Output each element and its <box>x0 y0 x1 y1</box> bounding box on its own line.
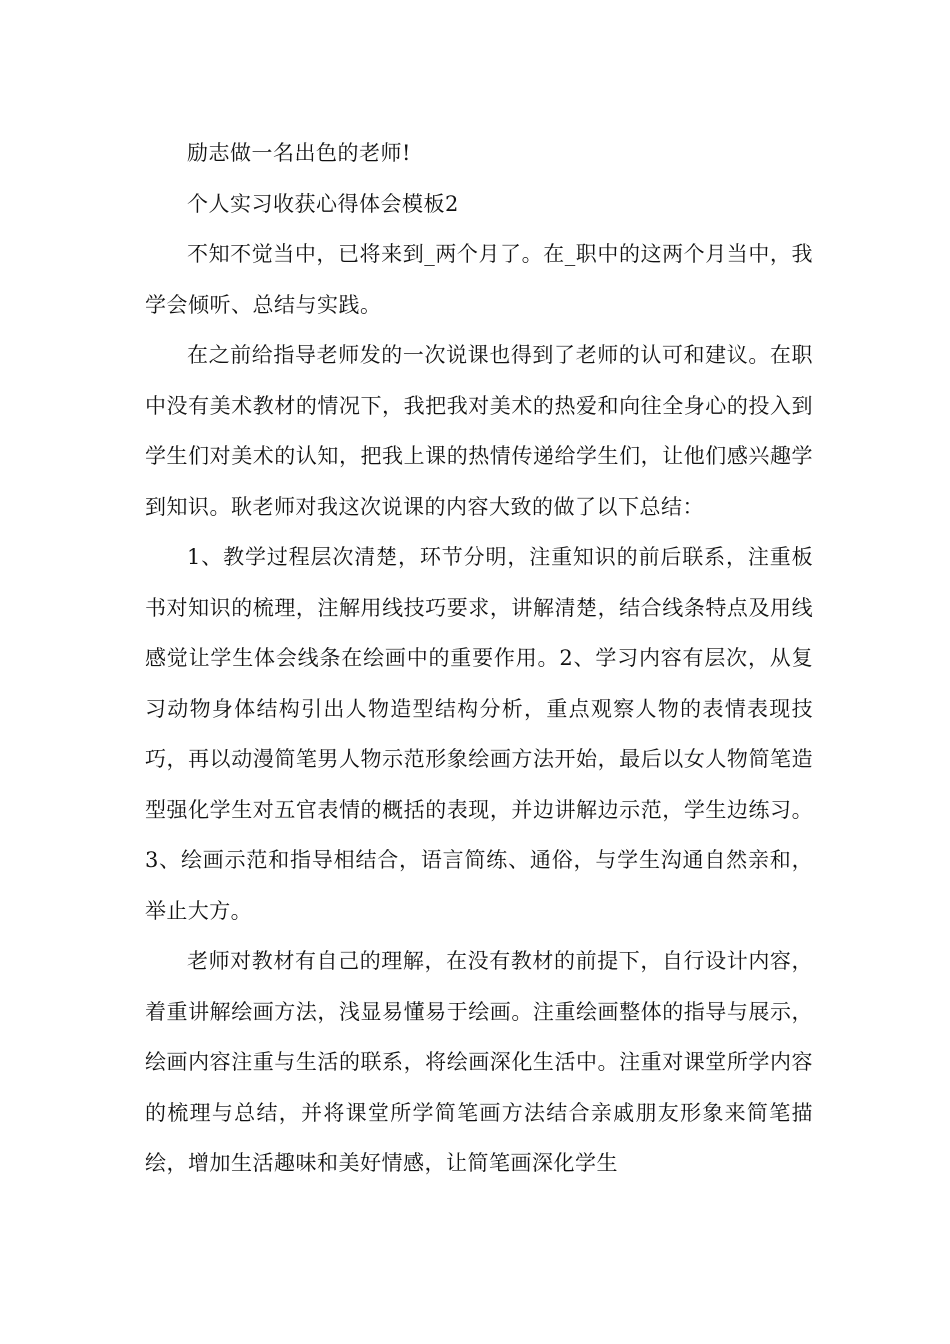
paragraph-intro: 不知不觉当中，已将来到_两个月了。在_职中的这两个月当中，我学会倾听、总结与实践。 <box>145 242 813 317</box>
paragraph-lesson-feedback: 在之前给指导老师发的一次说课也得到了老师的认可和建议。在职中没有美术教材的情况下，我把我对美术的热爱和向往全身心的投入到学生们对美术的认知，把我上课的热情传递给学生们，让他们感兴趣学到知识。耿老师对我这次说课的内容大致的做了以下总结： <box>145 343 813 519</box>
document-body <box>145 128 813 1189</box>
paragraph-section-title: 个人实习收获心得体会模板2 <box>187 191 459 216</box>
paragraph-summary-points: 1、教学过程层次清楚，环节分明，注重知识的前后联系，注重板书对知识的梳理，注解用线技巧要求，讲解清楚，结合线条特点及用线感觉让学生体会线条在绘画中的重要作用。2、学习内容有层次，从复习动物身体结构引出人物造型结构分析，重点观察人物的表情表现技巧，再以动漫简笔男人物示范形象绘画方法开始，最后以女人物简笔造型强化学生对五官表情的概括的表现，并边讲解边示范，学生边练习。3、绘画示范和指导相结合，语言简练、通俗，与学生沟通自然亲和，举止大方。 <box>145 545 813 923</box>
paragraph-teacher-understanding: 老师对教材有自己的理解，在没有教材的前提下，自行设计内容，着重讲解绘画方法，浅显易懂易于绘画。注重绘画整体的指导与展示，绘画内容注重与生活的联系，将绘画深化生活中。注重对课堂所学内容的梳理与总结，并将课堂所学简笔画方法结合亲戚朋友形象来简笔描绘，增加生活趣味和美好情感，让简笔画深化学生 <box>145 949 813 1175</box>
paragraph-closing-line: 励志做一名出色的老师! <box>187 141 411 165</box>
